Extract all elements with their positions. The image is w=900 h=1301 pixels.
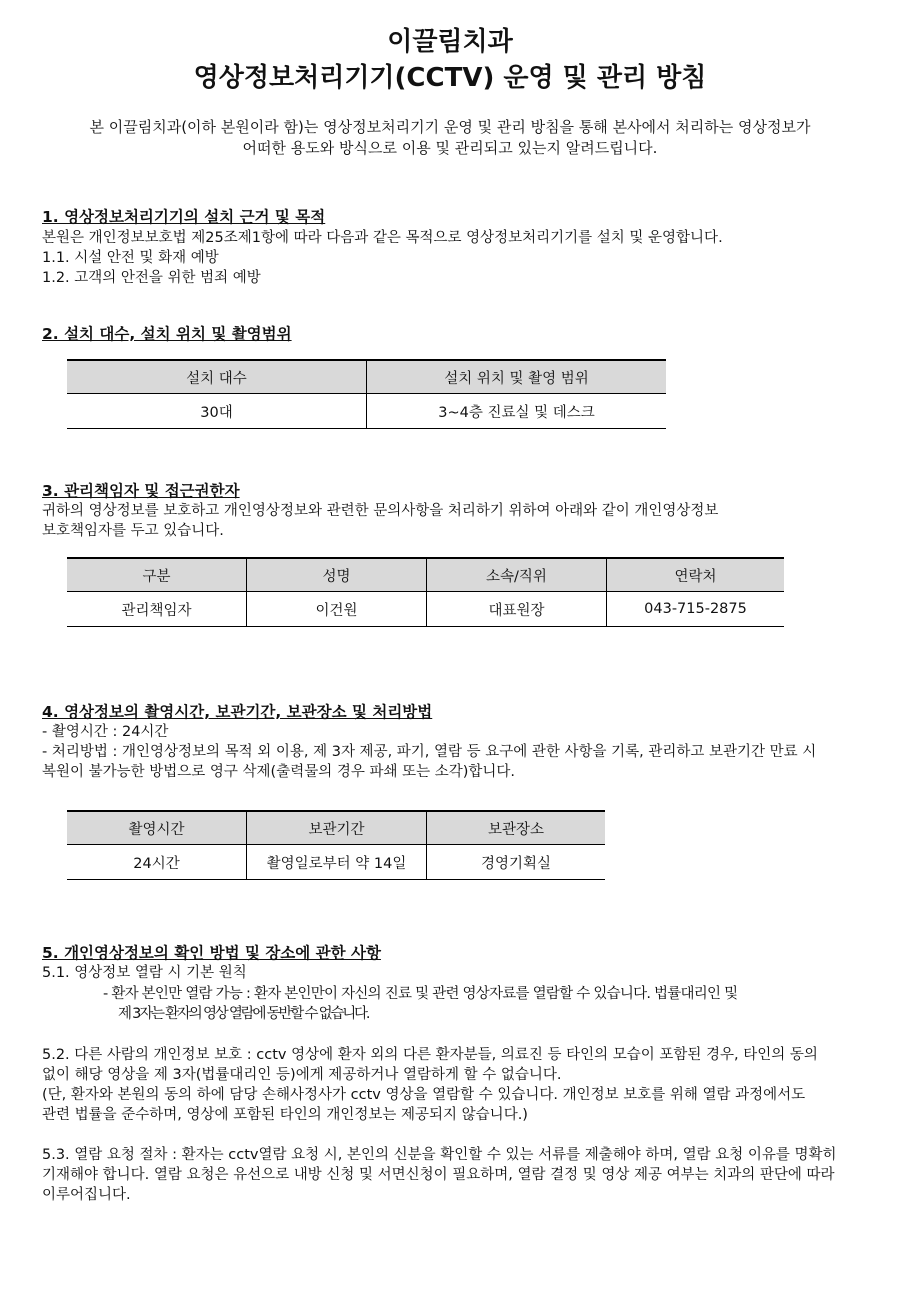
section-4-line-1: - 촬영시간 : 24시간 (42, 724, 169, 740)
table-row (67, 845, 605, 880)
table-cell: 대표원장 (427, 592, 607, 627)
clinic-name-title: 이끌림치과 (387, 27, 513, 57)
section-5-2-line-2: 없이 해당 영상을 제 3자(법률대리인 등)에게 제공하거나 열람하게 할 수 없습니다. (42, 1067, 562, 1083)
retention-table (67, 810, 605, 880)
section-1-line-3: 1.2. 고객의 안전을 위한 범죄 예방 (42, 270, 261, 286)
table-header-cell: 구분 (67, 558, 247, 592)
policy-title: 영상정보처리기기(CCTV) 운영 및 관리 방침 (193, 63, 707, 93)
section-3-line-2: 보호책임자를 두고 있습니다. (42, 523, 224, 539)
intro-line-1: 본 이끌림치과(이하 본원이라 함)는 영상정보처리기기 운영 및 관리 방침을 통해 본사에서 처리하는 영상정보가 (89, 118, 811, 136)
installation-table (67, 359, 666, 429)
table-cell: 이건원 (247, 592, 427, 627)
table-header-row (67, 811, 605, 845)
table-cell: 3~4층 진료실 및 데스크 (367, 394, 667, 429)
section-5-2-line-4: 관련 법률을 준수하며, 영상에 포함된 타인의 개인정보는 제공되지 않습니다.) (42, 1107, 528, 1123)
table-header-row (67, 360, 666, 394)
section-4-line-3: 복원이 불가능한 방법으로 영구 삭제(출력물의 경우 파쇄 또는 소각)합니다. (42, 764, 516, 780)
section-4-line-2: - 처리방법 : 개인영상정보의 목적 외 이용, 제 3자 제공, 파기, 열람 등 요구에 관한 사항을 기록, 관리하고 보관기간 만료 시 (42, 744, 817, 760)
table-header-cell: 설치 위치 및 촬영 범위 (367, 360, 667, 394)
table-header-cell: 연락처 (607, 558, 785, 592)
section-5-1-line-2: 제 3자는 환자의 영상 열람에 동반할 수 없습니다. (118, 1006, 369, 1022)
table-row (67, 394, 666, 429)
table-cell: 30대 (67, 394, 367, 429)
manager-table (67, 557, 784, 627)
section-1-heading: 1. 영상정보처리기기의 설치 근거 및 목적 (42, 208, 326, 226)
table-header-cell: 보관장소 (427, 811, 606, 845)
section-4-heading: 4. 영상정보의 촬영시간, 보관기간, 보관장소 및 처리방법 (42, 703, 433, 721)
table-header-row (67, 558, 784, 592)
section-1-line-1: 본원은 개인정보보호법 제25조제1항에 따라 다음과 같은 목적으로 영상정보처리기기를 설치 및 운영합니다. (42, 230, 723, 246)
section-5-1-title: 5.1. 영상정보 열람 시 기본 원칙 (42, 965, 247, 981)
section-3-line-1: 귀하의 영상정보를 보호하고 개인영상정보와 관련한 문의사항을 처리하기 위하여 아래와 같이 개인영상정보 (42, 503, 719, 519)
table-header-cell: 소속/직위 (427, 558, 607, 592)
table-cell: 관리책임자 (67, 592, 247, 627)
section-2-heading: 2. 설치 대수, 설치 위치 및 촬영범위 (42, 325, 292, 343)
section-3-heading: 3. 관리책임자 및 접근권한자 (42, 482, 240, 500)
section-5-2-line-1: 5.2. 다른 사람의 개인정보 보호 : cctv 영상에 환자 외의 다른 환자분들, 의료진 등 타인의 모습이 포함된 경우, 타인의 동의 (42, 1047, 818, 1063)
intro-paragraph (60, 117, 840, 159)
intro-line-2: 어떠한 용도와 방식으로 이용 및 관리되고 있는지 알려드립니다. (242, 139, 658, 157)
table-cell: 경영기획실 (427, 845, 606, 880)
table-cell: 24시간 (67, 845, 247, 880)
table-header-cell: 촬영시간 (67, 811, 247, 845)
table-cell: 촬영일로부터 약 14일 (247, 845, 427, 880)
table-row (67, 592, 784, 627)
section-5-3-line-2: 기재해야 합니다. 열람 요청은 유선으로 내방 신청 및 서면신청이 필요하며, 열람 결정 및 영상 제공 여부는 치과의 판단에 따라 (42, 1167, 835, 1183)
table-header-cell: 성명 (247, 558, 427, 592)
table-cell: 043-715-2875 (607, 592, 785, 627)
section-5-heading: 5. 개인영상정보의 확인 방법 및 장소에 관한 사항 (42, 944, 381, 962)
section-1-line-2: 1.1. 시설 안전 및 화재 예방 (42, 250, 219, 266)
section-5-3-line-1: 5.3. 열람 요청 절차 : 환자는 cctv열람 요청 시, 본인의 신분을 확인할 수 있는 서류를 제출해야 하며, 열람 요청 이유를 명확히 (42, 1147, 837, 1163)
section-5-3-line-3: 이루어집니다. (42, 1187, 131, 1203)
table-header-cell: 보관기간 (247, 811, 427, 845)
section-5-1-line-1: - 환자 본인만 열람 가능 : 환자 본인만이 자신의 진료 및 관련 영상자료를 열람할 수 있습니다. 법률대리인 및 (103, 986, 738, 1002)
section-5-2-line-3: (단, 환자와 본원의 동의 하에 담당 손해사정사가 cctv 영상을 열람할 수 있습니다. 개인정보 보호를 위해 열람 과정에서도 (42, 1087, 806, 1103)
table-header-cell: 설치 대수 (67, 360, 367, 394)
